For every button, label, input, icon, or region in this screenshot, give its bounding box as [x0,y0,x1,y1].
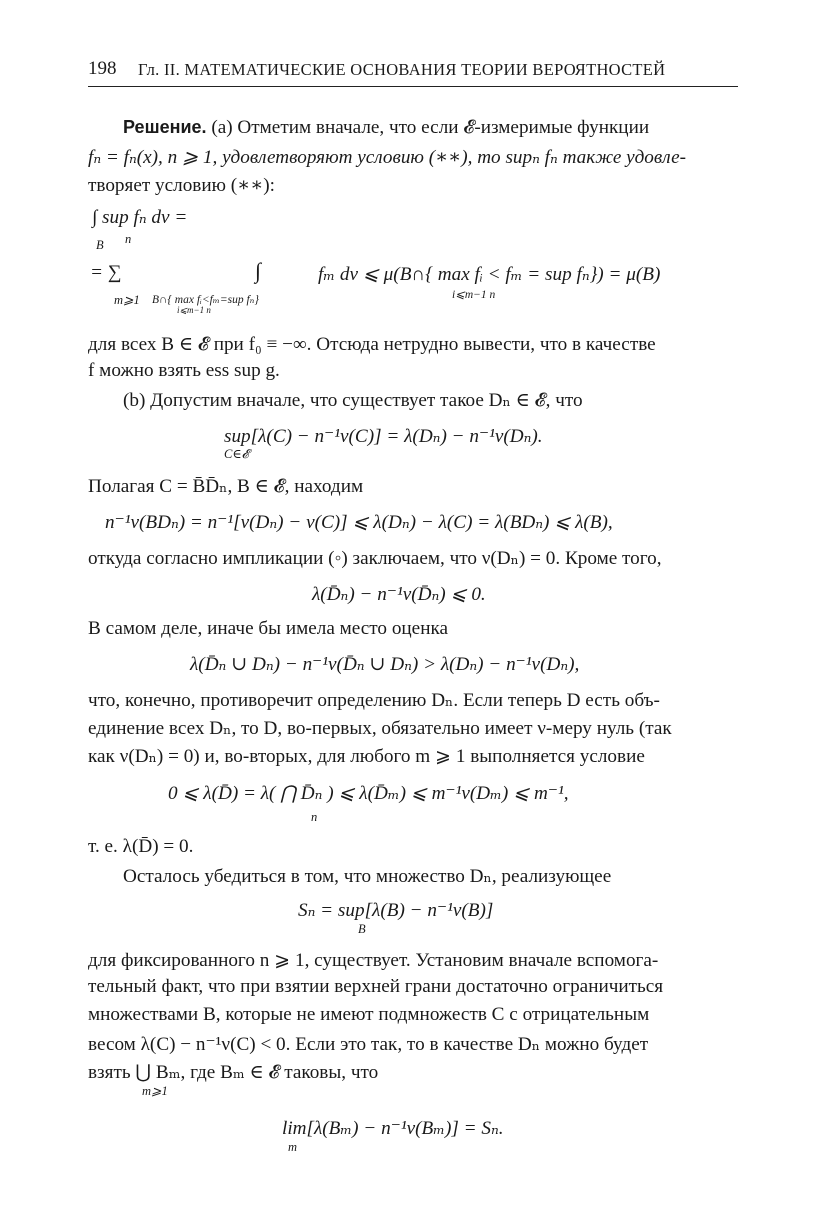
equation-1b-int-sub: B∩{ max fᵢ<fₘ=sup fₙ} [152,294,259,306]
equation-3: n⁻¹ν(BDₙ) = n⁻¹[ν(Dₙ) − ν(C)] ⩽ λ(Dₙ) − λ(C) = λ(BDₙ) ⩽ λ(B), [105,512,613,533]
equation-2: sup[λ(C) − n⁻¹ν(C)] = λ(Dₙ) − n⁻¹ν(Dₙ). [224,426,543,447]
equation-8-sub: m [288,1140,298,1154]
text-line: т. е. λ(D̄) = 0. [88,836,194,857]
text-line: единение всех Dₙ, то D, во-первых, обязательно имеет ν-меру нуль (так [88,718,672,739]
equation-1b-right: fₘ dν ⩽ μ(B∩{ max fᵢ < fₘ = sup fₙ}) = μ(B) [318,264,661,285]
running-title: Гл. II. МАТЕМАТИЧЕСКИЕ ОСНОВАНИЯ ТЕОРИИ ВЕРОЯТНОСТЕЙ [138,60,666,79]
text-line: для фиксированного n ⩾ 1, существует. Установим вначале вспомога- [88,950,659,971]
text-line: взять ⋃ Bₘ, где Bₘ ∈ 𝓔 таковы, что [88,1062,379,1083]
equation-8: lim[λ(Bₘ) − n⁻¹ν(Bₘ)] = Sₙ. [282,1118,504,1139]
text-line: f можно взять ess sup g. [88,360,280,381]
equation-7: Sₙ = sup[λ(B) − n⁻¹ν(B)] [298,900,494,921]
union-sub: m⩾1 [142,1084,168,1098]
equation-6: 0 ⩽ λ(D̄) = λ( ⋂ D̄ₙ ) ⩽ λ(D̄ₘ) ⩽ m⁻¹ν(Dₘ) ⩽ m⁻¹, [168,783,569,804]
equation-4: λ(D̄ₙ) − n⁻¹ν(D̄ₙ) ⩽ 0. [312,584,486,605]
equation-1a-sub-int: B [96,238,104,252]
text-line: fₙ = fₙ(x), n ⩾ 1, удовлетворяют условию (∗∗), то supₙ fₙ также удовле- [88,147,686,168]
text-line: весом λ(C) − n⁻¹ν(C) < 0. Если это так, то в качестве Dₙ можно будет [88,1034,649,1055]
integral-sign: ∫ [255,258,262,283]
text-line: тельный факт, что при взятии верхней грани достаточно ограничиться [88,976,664,997]
text-line: для всех B ∈ 𝓔 при f₀ ≡ −∞. Отсюда нетрудно вывести, что в качестве [88,334,656,355]
equation-1a: ∫ sup fₙ dν = [92,207,188,228]
text-line: Полагая C = B̄D̄ₙ, B ∈ 𝓔, находим [88,476,364,497]
equation-5: λ(D̄ₙ ∪ Dₙ) − n⁻¹ν(D̄ₙ ∪ Dₙ) > λ(Dₙ) − n⁻¹ν(Dₙ), [190,654,580,675]
solution-line-1 [123,117,649,139]
text-line: откуда согласно импликации (◦) заключаем, что ν(Dₙ) = 0. Кроме того, [88,548,662,569]
equation-1b-int-subsub: i⩽m−1 n [177,305,211,315]
solution-label: Решение. [123,117,207,137]
text-line: (a) Отметим вначале, что если 𝓔-измеримые функции [211,117,650,138]
equation-1b-right-sub: i⩽m−1 n [452,289,496,301]
running-header [88,58,738,87]
page-number: 198 [88,58,117,79]
equation-1b-sum-sub: m⩾1 [114,293,140,307]
equation-6-sub: n [311,810,318,824]
text-line: что, конечно, противоречит определению Dₙ. Если теперь D есть объ- [88,690,660,711]
text-line: Осталось убедиться в том, что множество Dₙ, реализующее [123,866,612,887]
equation-1a-sub-sup: n [125,232,132,246]
text-line: множествами B, которые не имеют подмножеств C с отрицательным [88,1004,650,1025]
text-line: (b) Допустим вначале, что существует такое Dₙ ∈ 𝓔, что [123,390,583,411]
text-line: как ν(Dₙ) = 0) и, во-вторых, для любого m ⩾ 1 выполняется условие [88,746,645,767]
equation-2-sub: C∈𝓔 [224,447,249,461]
text-line: В самом деле, иначе бы имела место оценка [88,618,449,639]
equation-1b-left: = ∑ [90,262,122,283]
text-line: творяет условию (∗∗): [88,175,275,196]
equation-7-sub: B [358,922,366,936]
